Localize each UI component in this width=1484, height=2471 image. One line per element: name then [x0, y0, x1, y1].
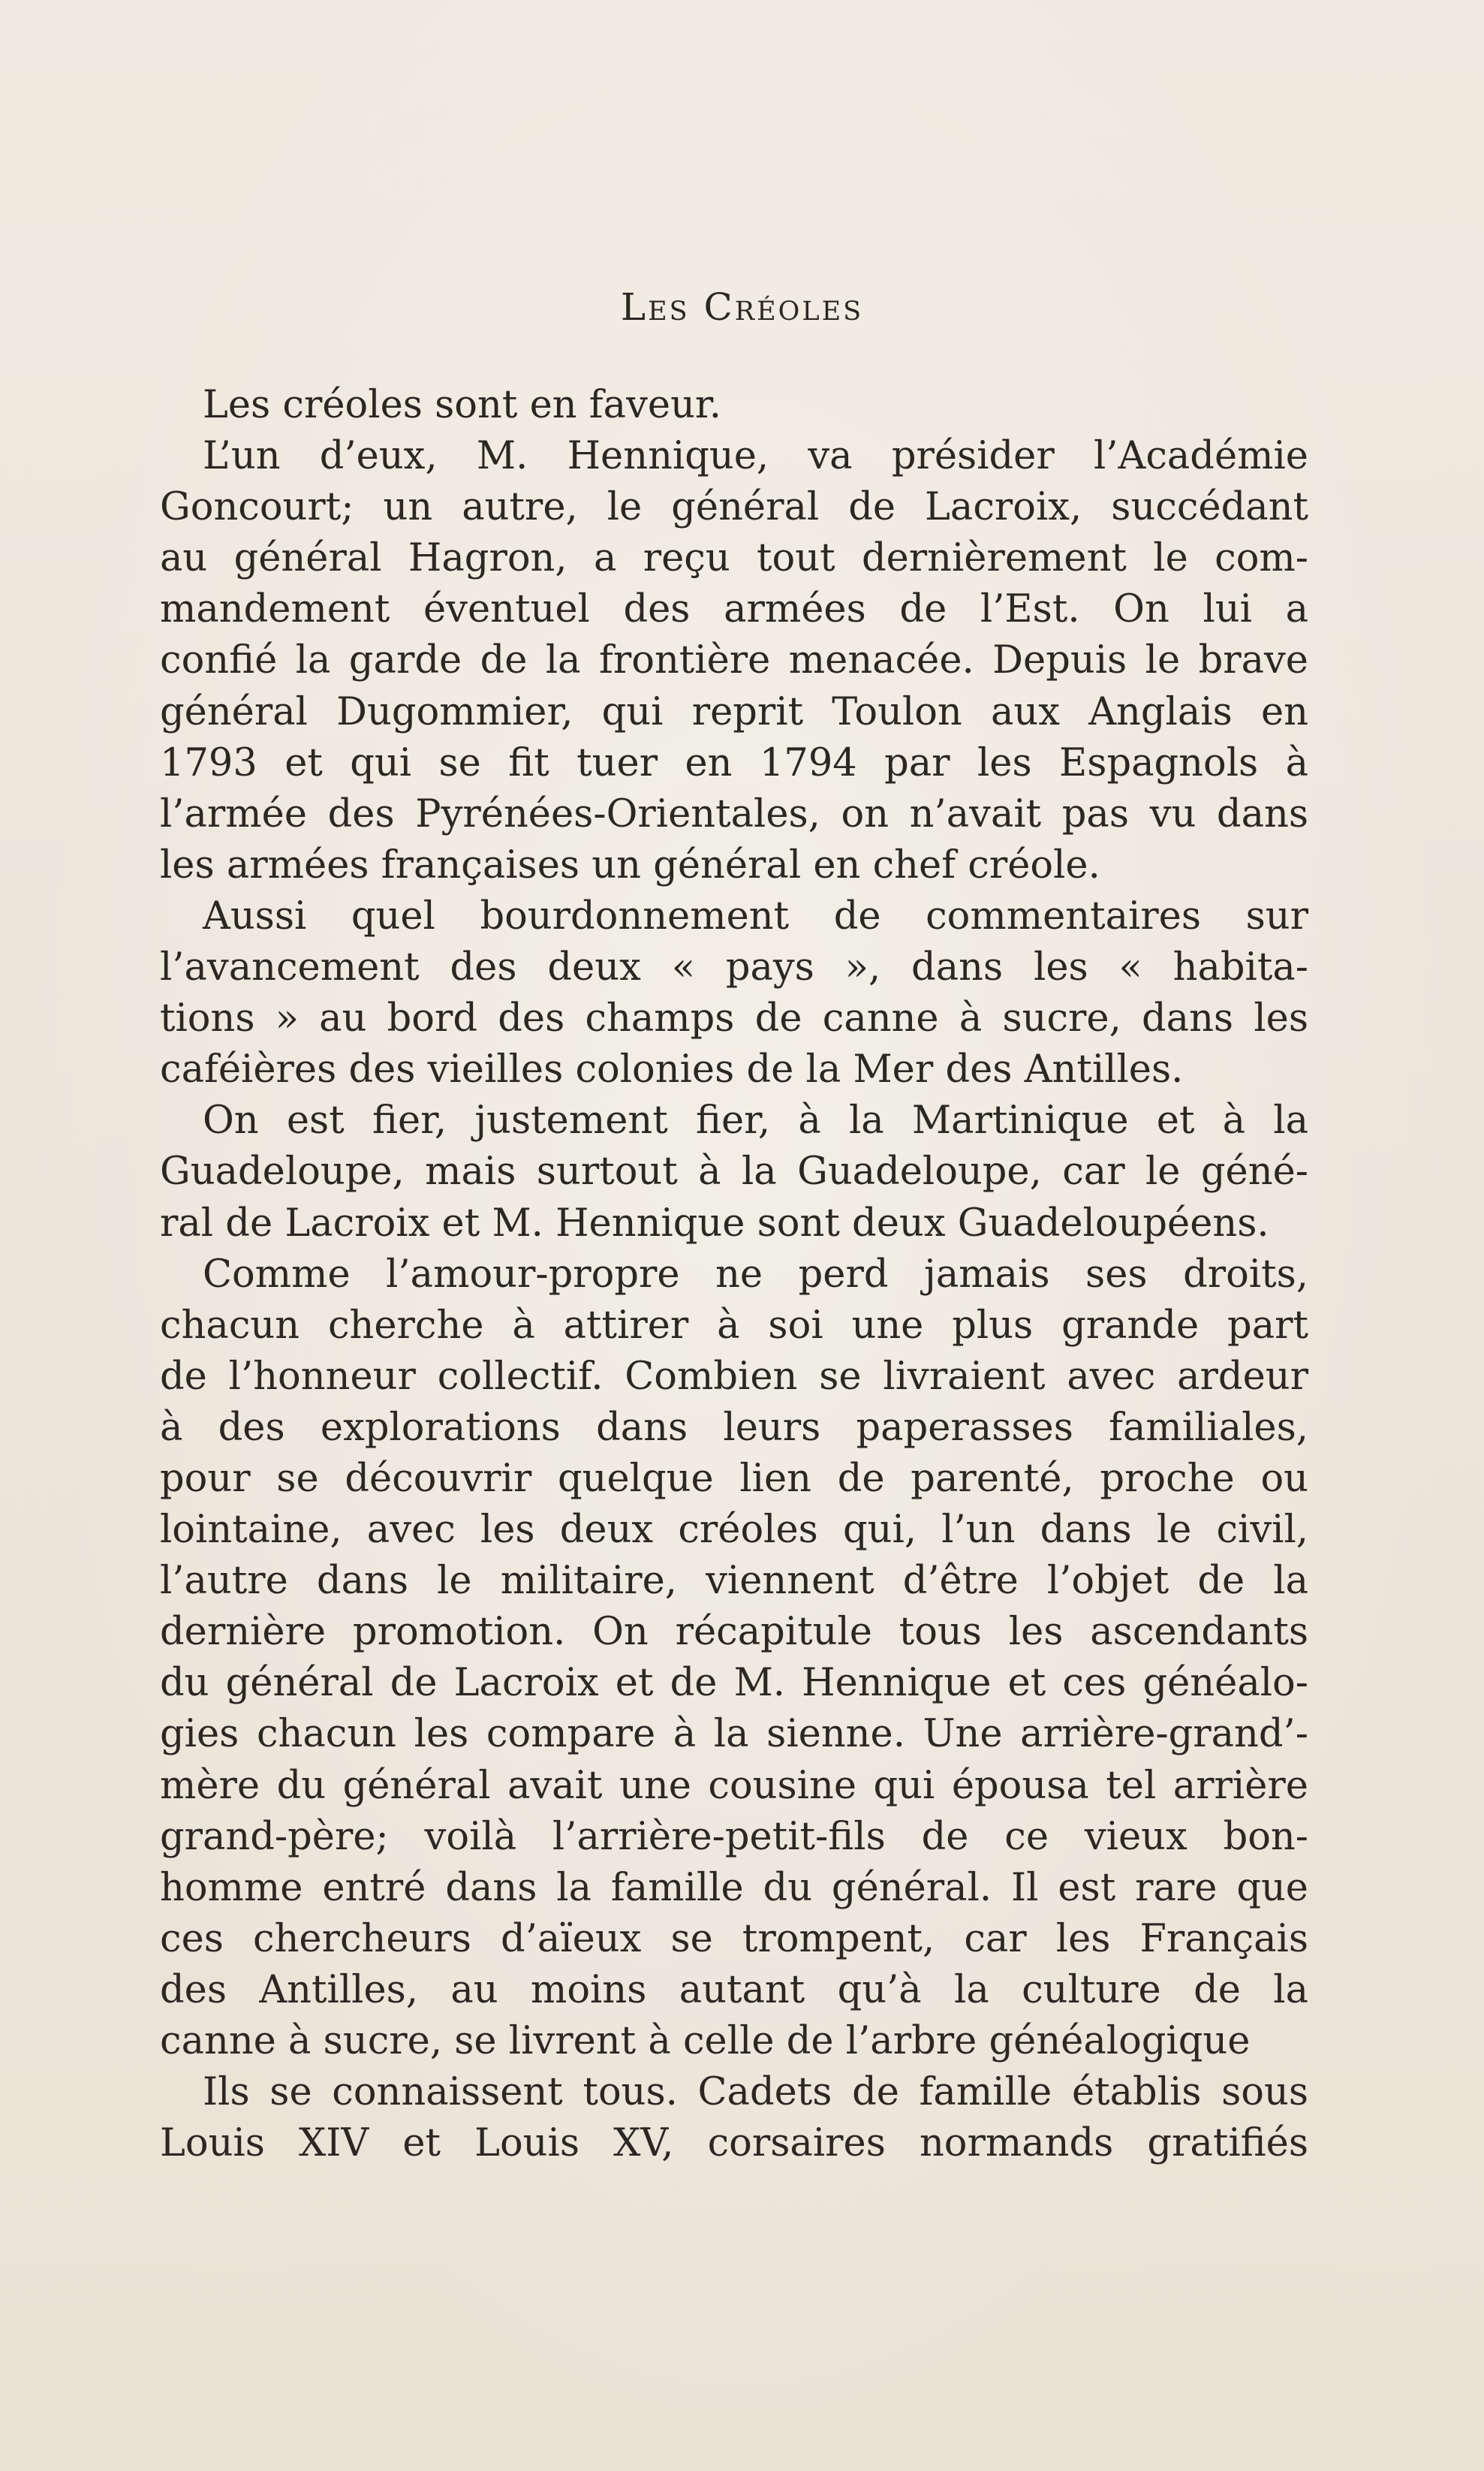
- body-text: [160, 380, 1308, 2169]
- text-line: les armées françaises un général en chef créole.: [160, 842, 1100, 887]
- text-line: tions » au bord des champs de canne à sucre, dans les: [160, 996, 1308, 1041]
- text-line: On est fier, justement fier, à la Martinique et à la: [203, 1098, 1308, 1144]
- text-line: Guadeloupe, mais surtout à la Guadeloupe, car le géné-: [160, 1150, 1308, 1195]
- text-line: Aussi quel bourdonnement de commentaires sur: [203, 893, 1308, 939]
- chapter-title: Les Créoles: [620, 285, 864, 329]
- text-line: Goncourt; un autre, le général de Lacroix, succédant: [160, 485, 1308, 530]
- text-line: mère du général avait une cousine qui épousa tel arrière: [160, 1763, 1308, 1808]
- text-line: gies chacun les compare à la sienne. Une arrière-grand’-: [160, 1712, 1308, 1757]
- text-line: au général Hagron, a reçu tout dernièrement le com-: [160, 536, 1308, 581]
- text-line: caféières des vieilles colonies de la Mer des Antilles.: [160, 1047, 1184, 1092]
- text-line: des Antilles, au moins autant qu’à la culture de la: [160, 1967, 1308, 2012]
- text-line: 1793 et qui se fit tuer en 1794 par les Espagnols à: [160, 740, 1308, 785]
- text-line: Les créoles sont en faveur.: [203, 383, 721, 427]
- text-line: de l’honneur collectif. Combien se livraient avec ardeur: [160, 1354, 1308, 1399]
- text-line: L’un d’eux, M. Hennique, va présider l’Académie: [203, 434, 1308, 479]
- text-line: Ils se connaissent tous. Cadets de famille établis sous: [203, 2070, 1308, 2115]
- text-line: ral de Lacroix et M. Hennique sont deux Guadeloupéens.: [160, 1201, 1269, 1246]
- text-line: à des explorations dans leurs paperasses familiales,: [160, 1405, 1308, 1450]
- text-line: chacun cherche à attirer à soi une plus grande part: [160, 1303, 1308, 1348]
- text-line: du général de Lacroix et de M. Hennique et ces généalo-: [160, 1661, 1308, 1706]
- text-line: grand-père; voilà l’arrière-petit-fils de ce vieux bon-: [160, 1814, 1308, 1859]
- text-line: ces chercheurs d’aïeux se trompent, car les Français: [160, 1916, 1308, 1961]
- text-line: Comme l’amour-propre ne perd jamais ses droits,: [203, 1252, 1308, 1297]
- text-line: l’armée des Pyrénées-Orientales, on n’avait pas vu dans: [160, 791, 1308, 836]
- text-line: lointaine, avec les deux créoles qui, l’un dans le civil,: [160, 1508, 1308, 1553]
- text-line: l’avancement des deux « pays », dans les « habita-: [160, 945, 1308, 990]
- text-line: Louis XIV et Louis XV, corsaires normands gratifiés: [160, 2121, 1308, 2166]
- text-line: dernière promotion. On récapitule tous les ascendants: [160, 1610, 1308, 1655]
- text-line: l’autre dans le militaire, viennent d’être l’objet de la: [160, 1559, 1308, 1604]
- text-line: confié la garde de la frontière menacée. Depuis le brave: [160, 638, 1308, 683]
- text-line: pour se découvrir quelque lien de parenté, proche ou: [160, 1456, 1308, 1501]
- text-line: général Dugommier, qui reprit Toulon aux Anglais en: [160, 689, 1308, 734]
- text-line: canne à sucre, se livrent à celle de l’arbre généalogique: [160, 2019, 1251, 2063]
- text-line: mandement éventuel des armées de l’Est. On lui a: [160, 587, 1308, 632]
- text-line: homme entré dans la famille du général. Il est rare que: [160, 1865, 1308, 1910]
